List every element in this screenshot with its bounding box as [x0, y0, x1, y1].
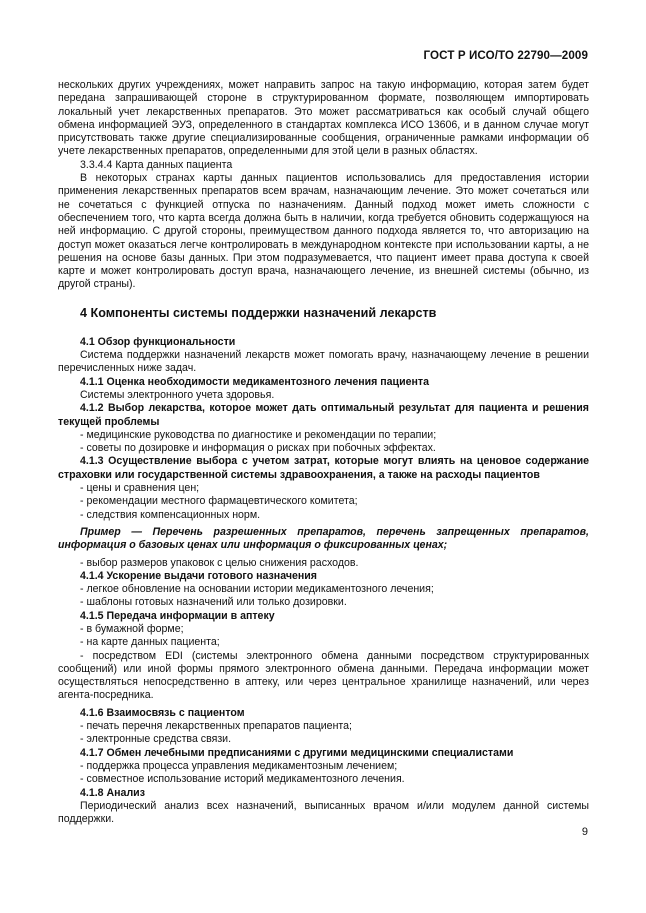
section-4-1-3-title: 4.1.3 Осуществление выбора с учетом затрат, которые могут влиять на ценовое содержание страховки или государственной системы здравоохранения, а также на расходы пациентов: [58, 455, 589, 481]
section-4-1-title: 4.1 Обзор функциональности: [80, 335, 236, 348]
list-item: - шаблоны готовых назначений или только дозировки.: [80, 596, 347, 609]
list-item: - выбор размеров упаковок с целью снижения расходов.: [80, 556, 359, 569]
list-item: - печать перечня лекарственных препаратов пациента;: [80, 720, 352, 733]
list-item: - легкое обновление на основании истории медикаментозного лечения;: [80, 583, 434, 596]
list-item: - посредством EDI (системы электронного обмена данными посредством структурированных сообщений) или иной формы прямого электронного обмена данными. Передача информации может осуществляться непосредственно в аптеку, или через центральное хранилище назначений, или через агента-посредника.: [58, 649, 589, 702]
section-4-1-4-title: 4.1.4 Ускорение выдачи готового назначения: [80, 569, 317, 582]
section-4-1-6-title: 4.1.6 Взаимосвязь с пациентом: [80, 706, 245, 719]
section-4-1-1-title: 4.1.1 Оценка необходимости медикаментозного лечения пациента: [80, 375, 429, 388]
section-4-1-2-title: 4.1.2 Выбор лекарства, которое может дать оптимальный результат для пациента и решения текущей проблемы: [58, 402, 589, 428]
section-4-1-8-title: 4.1.8 Анализ: [80, 786, 145, 799]
paragraph-continuation: нескольких других учреждениях, может направить запрос на такую информацию, которая затем будет передана запрашивающей стороне в структурированном формате, позволяющем импортировать локальный учет лекарственных препаратов. Это может рассматриваться как особый случай общего обмена информацией ЭУЗ, определенного в стандартах комплекса ИСО 13606, и в данном случае могут присутствовать также другие специализированные сообщения, ограниченные рамками информации об учете лекарственных препаратов, определенными для этой цели в разных областях.: [58, 79, 589, 158]
list-item: - следствия компенсационных норм.: [80, 508, 261, 521]
list-item: - на карте данных пациента;: [80, 636, 220, 649]
section-4-title: 4 Компоненты системы поддержки назначений лекарств: [80, 305, 437, 320]
page-number: 9: [581, 826, 588, 838]
list-item: - рекомендации местного фармацевтического комитета;: [80, 495, 358, 508]
document-header: ГОСТ Р ИСО/ТО 22790—2009: [423, 49, 588, 62]
paragraph-patient-card: В некоторых странах карты данных пациентов использовались для предоставления истории применения лекарственных препаратов всем врачам, назначающим лечение. Это может сочетаться или не сочетаться с функцией отпуска по назначениям. Данный подход может иметь сложности с обеспечением того, что карта всегда должна быть в наличии, когда требуется обновить содержащуюся на ней информацию. С другой стороны, преимуществом данного подхода является то, что авторизацию на доступ может оказаться легче контролировать в международном контексте при использовании карты, а не решения на основе базы данных. При этом подразумевается, что пациент имеет права доступа к своей карте и может контролировать доступ врача, назначающего лечение, из внешней системы (обычно, из другой страны).: [58, 172, 589, 291]
list-item: - электронные средства связи.: [80, 733, 232, 746]
list-item: - совместное использование историй медикаментозного лечения.: [80, 773, 405, 786]
section-4-1-1-text: Системы электронного учета здоровья.: [80, 388, 275, 401]
subsection-heading: 3.3.4.4 Карта данных пациента: [80, 158, 233, 171]
section-4-1-text: Система поддержки назначений лекарств может помогать врачу, назначающему лечение в решении перечисленных ниже задач.: [58, 349, 589, 375]
example-note: Пример — Перечень разрешенных препаратов, перечень запрещенных препаратов, информация о базовых ценах или информация о фиксированных ценах;: [58, 525, 589, 552]
list-item: - советы по дозировке и информация о рисках при побочных эффектах.: [80, 442, 436, 455]
document-body: [58, 79, 589, 826]
section-4-1-8-text: Периодический анализ всех назначений, выписанных врачом и/или модулем данной системы поддержки.: [58, 799, 589, 826]
list-item: - поддержка процесса управления медикаментозным лечением;: [80, 759, 398, 772]
section-4-1-7-title: 4.1.7 Обмен лечебными предписаниями с другими медицинскими специалистами: [80, 746, 514, 759]
list-item: - медицинские руководства по диагностике и рекомендации по терапии;: [80, 428, 437, 441]
list-item: - в бумажной форме;: [80, 622, 184, 635]
section-4-1-5-title: 4.1.5 Передача информации в аптеку: [80, 609, 275, 622]
list-item: - цены и сравнения цен;: [80, 482, 200, 495]
